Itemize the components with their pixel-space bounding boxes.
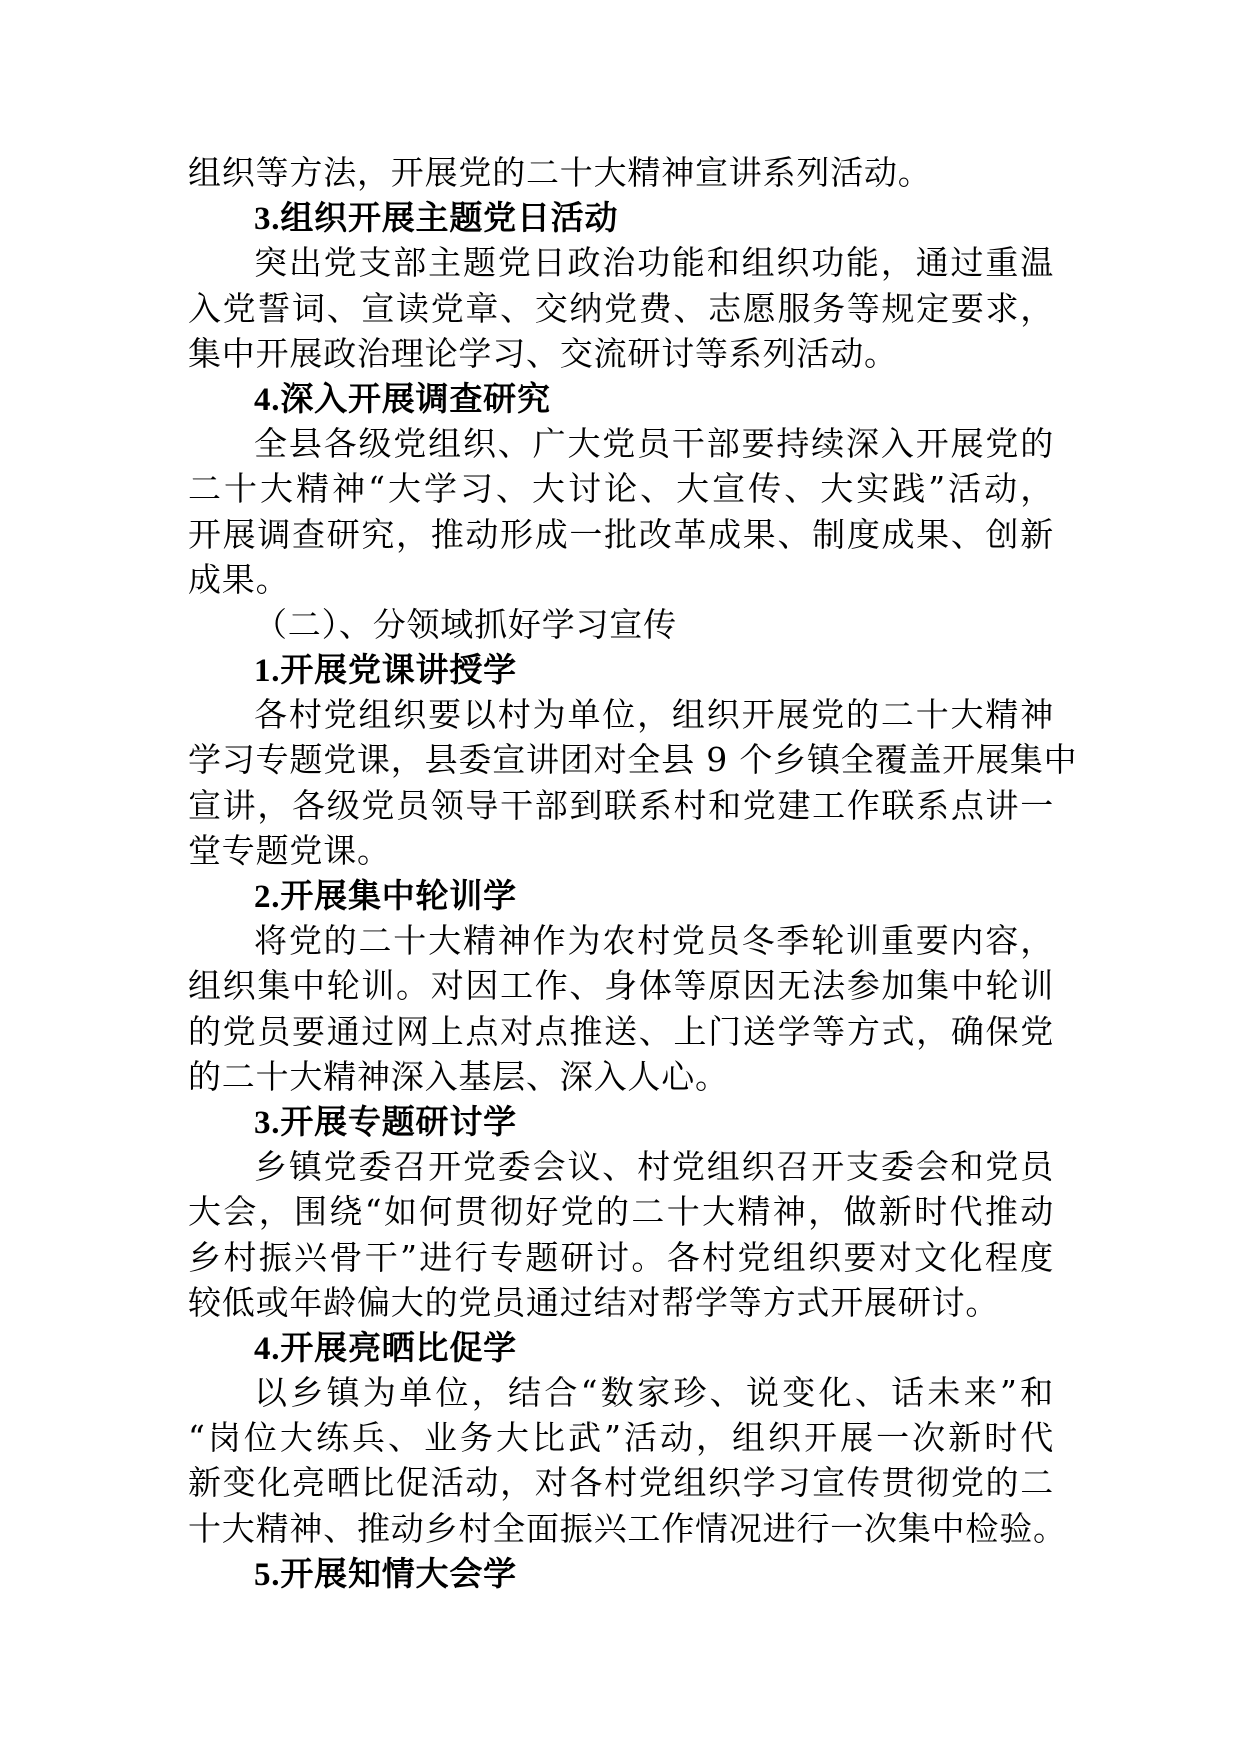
paragraph-line: 各村党组织要以村为单位，组织开展党的二十大精神	[254, 695, 1054, 735]
section-heading	[188, 873, 1054, 918]
paragraph-line: 突出党支部主题党日政治功能和组织功能，通过重温	[254, 243, 1054, 283]
paragraph-line: 学习专题党课，县委宣讲团对全县 9 个乡镇全覆盖开展集中	[188, 740, 1078, 780]
document-page	[188, 150, 1078, 1596]
paragraph	[188, 421, 1054, 602]
paragraph-line: 将党的二十大精神作为农村党员冬季轮训重要内容，	[254, 921, 1054, 961]
paragraph-line: “岗位大练兵、业务大比武”活动，组织开展一次新时代	[188, 1418, 1054, 1458]
heading-number: 1.	[254, 653, 281, 690]
paragraph-line: 乡镇党委召开党委会议、村党组织召开支委会和党员	[254, 1147, 1054, 1187]
paragraph	[188, 240, 1054, 376]
paragraph-line: 的二十大精神深入基层、深入人心。	[188, 1056, 729, 1096]
paragraph-line: 成果。	[188, 559, 290, 599]
heading-number: 5.	[254, 1556, 281, 1593]
heading-number: 4.	[254, 1330, 281, 1367]
paragraph-line: 堂专题党课。	[188, 830, 391, 870]
paragraph-line: 集中开展政治理论学习、交流研讨等系列活动。	[188, 333, 898, 373]
heading-number: 4.	[254, 381, 281, 418]
paragraph-line: 入党誓词、宣读党章、交纳党费、志愿服务等规定要求，	[188, 288, 1054, 328]
paragraph-line: 以乡镇为单位，结合“数家珍、说变化、话未来”和	[254, 1373, 1054, 1413]
paragraph-line: 大会，围绕“如何贯彻好党的二十大精神，做新时代推动	[188, 1192, 1054, 1232]
paragraph-line: 全县各级党组织、广大党员干部要持续深入开展党的	[254, 424, 1054, 464]
paragraph-line: 较低或年龄偏大的党员通过结对帮学等方式开展研讨。	[188, 1282, 1000, 1322]
heading-number: 3.	[254, 1104, 281, 1141]
heading-text: 开展集中轮训学	[280, 876, 517, 915]
heading-text: 开展专题研讨学	[280, 1101, 517, 1141]
paragraph	[188, 150, 1054, 195]
paragraph-line: 组织集中轮训。对因工作、身体等原因无法参加集中轮训	[188, 966, 1054, 1006]
paragraph-line: 宣讲，各级党员领导干部到联系村和党建工作联系点讲一	[188, 785, 1054, 825]
section-heading	[188, 195, 1054, 240]
paragraph-line: 组织等方法，开展党的二十大精神宣讲系列活动。	[188, 153, 932, 192]
heading-text: 开展党课讲授学	[280, 650, 517, 690]
paragraph	[188, 692, 1078, 873]
paragraph-line: 十大精神、推动乡村全面振兴工作情况进行一次集中检验。	[188, 1508, 1067, 1548]
heading-number: 2.	[254, 879, 281, 915]
heading-text: 深入开展调查研究	[280, 378, 551, 418]
paragraph-line: 开展调查研究，推动形成一批改革成果、制度成果、创新	[188, 514, 1054, 554]
paragraph	[188, 1370, 1067, 1551]
heading-text: 开展亮晒比促学	[280, 1327, 517, 1367]
heading-text: 组织开展主题党日活动	[280, 198, 619, 238]
section-heading	[188, 1099, 1054, 1144]
heading-text: 开展知情大会学	[280, 1553, 517, 1593]
paragraph-line: 乡村振兴骨干”进行专题研讨。各村党组织要对文化程度	[188, 1237, 1054, 1277]
section-heading	[188, 647, 1054, 692]
section-heading	[188, 376, 1054, 421]
paragraph	[188, 1144, 1054, 1325]
heading-number: 3.	[254, 201, 281, 238]
section-heading	[188, 1551, 1054, 1596]
paragraph-line: 新变化亮晒比促活动，对各村党组织学习宣传贯彻党的二	[188, 1463, 1054, 1503]
paragraph-line: 二十大精神“大学习、大讨论、大宣传、大实践”活动，	[188, 469, 1054, 509]
paragraph	[188, 918, 1054, 1099]
section-heading	[188, 1325, 1054, 1370]
subsection-heading: （二）、分领域抓好学习宣传	[254, 604, 677, 644]
paragraph-line: 的党员要通过网上点对点推送、上门送学等方式，确保党	[188, 1011, 1054, 1051]
